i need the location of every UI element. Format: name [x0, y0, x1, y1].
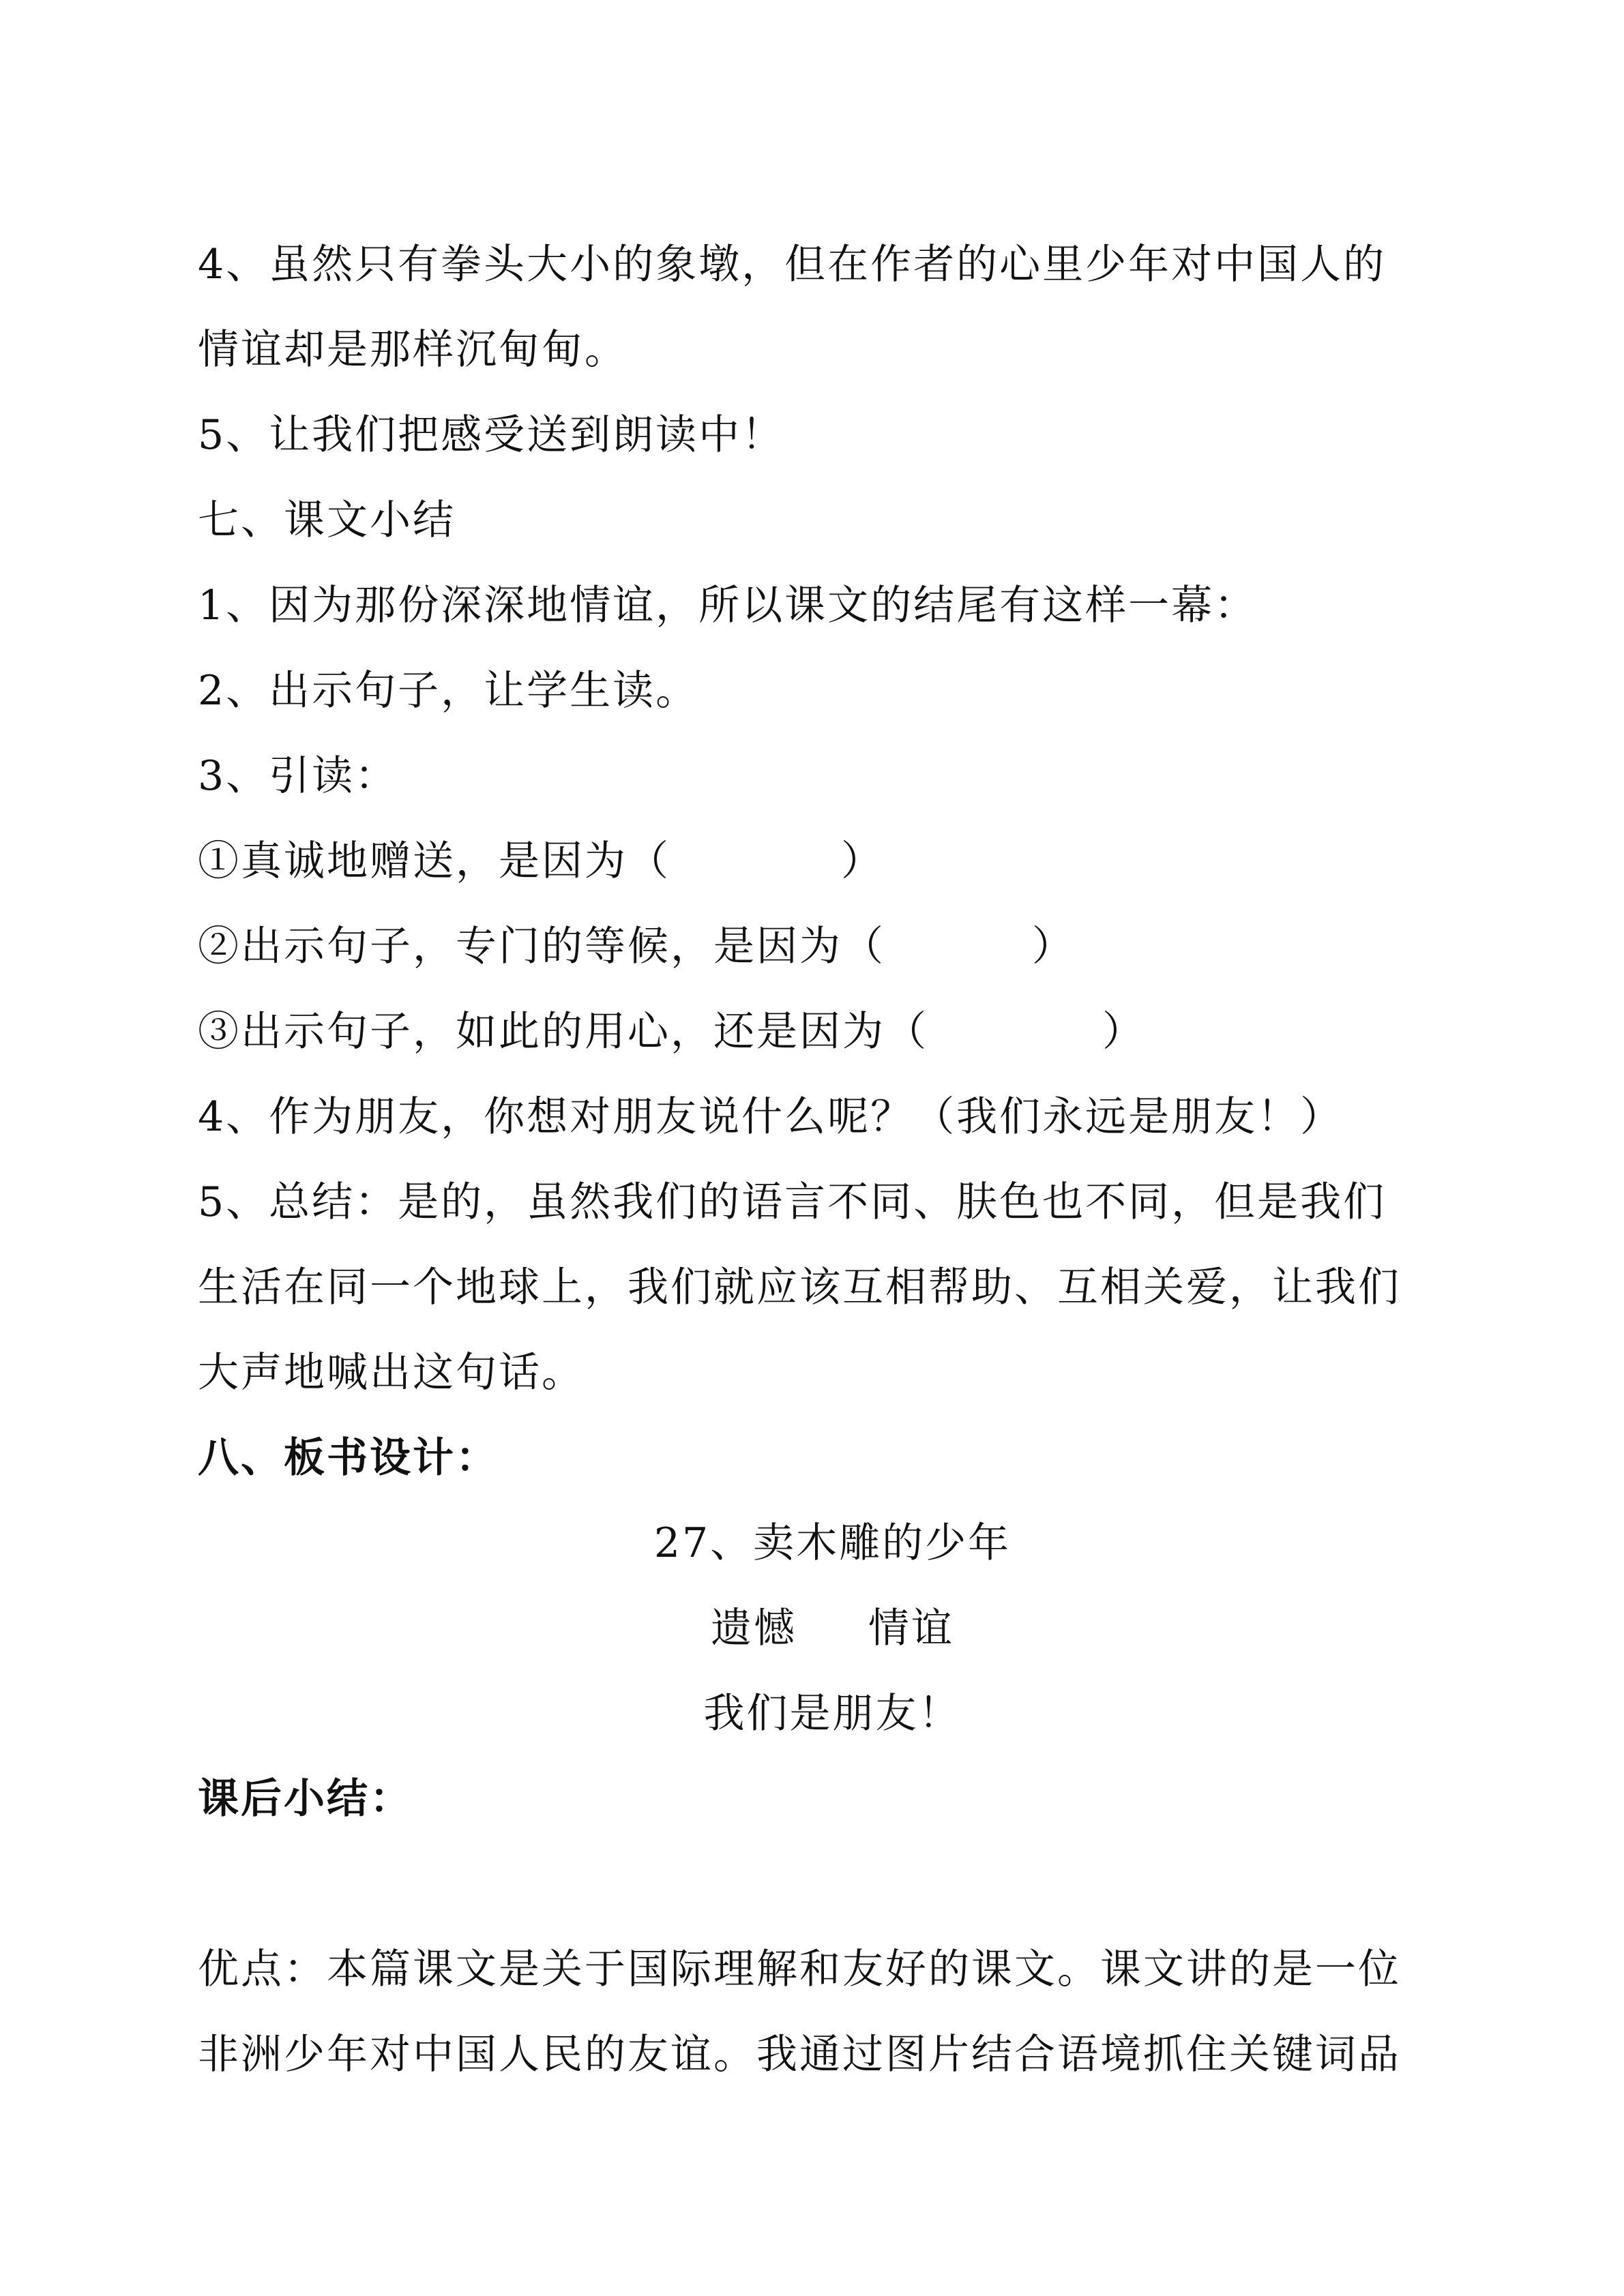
board-design-heading: 八、板书设计：	[198, 1434, 499, 1482]
text-line-2: 情谊却是那样沉甸甸。	[198, 326, 628, 374]
fill-blank-3-prefix: ③出示句子，如此的用心，还是因为（	[198, 1008, 928, 1056]
board-title: 27、卖木雕的少年	[653, 1519, 1012, 1567]
text-line-3: 5、让我们把感受送到朗读中！	[198, 411, 785, 459]
text-line-1: 4、虽然只有拳头大小的象墩，但在作者的心里少年对中国人的	[198, 241, 1387, 288]
text-line-7: 3、引读：	[198, 752, 398, 800]
text-line-17: 大声地喊出这句话。	[198, 1349, 585, 1397]
text-line-16: 生活在同一个地球上，我们就应该互相帮助、互相关爱，让我们	[198, 1264, 1401, 1311]
fill-blank-1-suffix: ）	[841, 837, 884, 885]
fill-blank-line-2	[198, 919, 1075, 974]
fill-blank-3-suffix: ）	[1102, 1008, 1145, 1056]
fill-blank-2-prefix: ②出示句子，专门的等候，是因为（	[198, 923, 885, 970]
board-closing: 我们是朋友！	[703, 1690, 962, 1738]
fill-blank-2-suffix: ）	[1032, 923, 1075, 970]
reflection-heading: 课后小结：	[198, 1775, 413, 1823]
text-line-15: 5、总结：是的，虽然我们的语言不同、肤色也不同，但是我们	[198, 1178, 1387, 1226]
text-line-5: 1、因为那份深深地情谊，所以课文的结尾有这样一幕：	[198, 582, 1258, 629]
board-keywords	[0, 1601, 1624, 1656]
fill-blank-line-1	[198, 834, 884, 889]
section-heading-summary: 七、课文小结	[198, 496, 456, 544]
fill-blank-1-prefix: ①真诚地赠送，是因为（	[198, 837, 670, 885]
board-word-regret: 遗憾	[711, 1605, 797, 1652]
reflection-line-2: 非洲少年对中国人民的友谊。我通过图片结合语境抓住关键词品	[198, 2031, 1401, 2078]
board-word-friendship: 情谊	[868, 1605, 954, 1652]
fill-blank-line-3	[198, 1004, 1145, 1059]
text-line-14: 4、作为朋友，你想对朋友说什么呢？（我们永远是朋友！）	[198, 1093, 1344, 1141]
reflection-line-1: 优点：本篇课文是关于国际理解和友好的课文。课文讲的是一位	[198, 1945, 1401, 1993]
text-line-6: 2、出示句子，让学生读。	[198, 667, 699, 715]
